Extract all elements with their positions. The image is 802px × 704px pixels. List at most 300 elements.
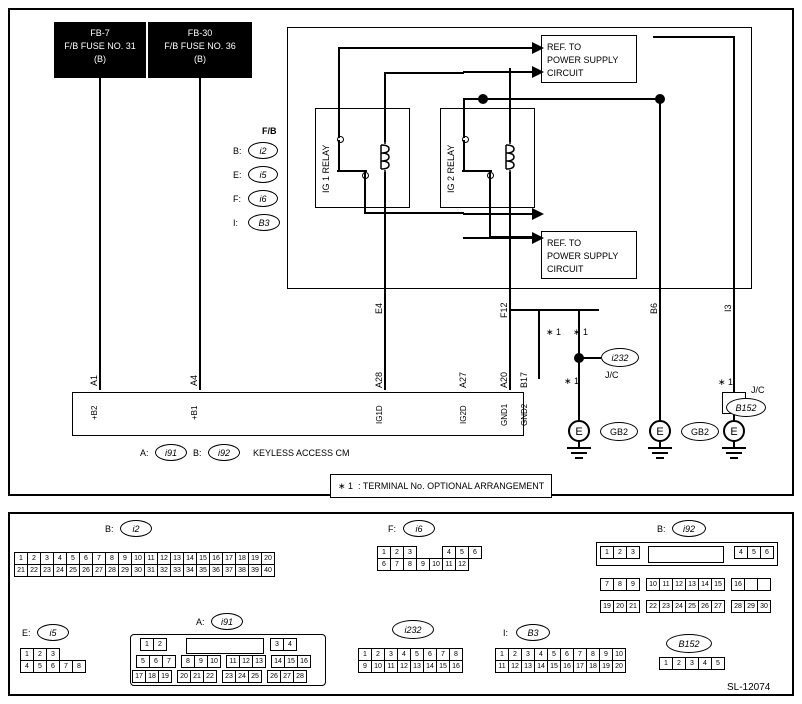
cell: 15 (437, 661, 450, 673)
fb-conn-2-prefix: F: (233, 194, 241, 204)
cm-sig-ig1d: IG1D (375, 405, 384, 424)
conn-i91-prefix: A: (196, 617, 205, 627)
cell: 11 (227, 656, 240, 668)
drawing-code: SL-12074 (727, 682, 771, 693)
cell: 28 (732, 601, 745, 613)
fb-conn-3-name: B3 (258, 217, 270, 228)
cell: 31 (145, 565, 158, 577)
conn-i5-name: i5 (49, 627, 57, 638)
wire-fb7-down (99, 78, 101, 390)
conn-b3-table (495, 648, 626, 673)
table-row (15, 565, 275, 577)
keyless-cm-box (72, 392, 524, 436)
cell: 21 (15, 565, 28, 577)
table-row (21, 661, 86, 673)
jc-i232-label: J/C (605, 370, 619, 380)
table-row (359, 649, 463, 661)
fb-conn-0-prefix: B: (233, 146, 242, 156)
cell: 13 (253, 656, 266, 668)
wire-jc-to-oval (579, 357, 601, 359)
cell: 24 (673, 601, 686, 613)
cm-conn-a (155, 444, 187, 461)
cell: 7 (60, 661, 73, 673)
cell: 11 (496, 661, 509, 673)
cell: 12 (240, 656, 253, 668)
cell: 10 (430, 559, 443, 571)
conn-i91-table-bottom (132, 670, 307, 683)
cell: 9 (600, 649, 613, 661)
conn-i5-prefix: E: (22, 628, 31, 638)
cell-gap (725, 601, 732, 613)
cell: 3 (522, 649, 535, 661)
cell: 20 (613, 661, 626, 673)
cm-conn-a-name: i91 (164, 447, 177, 458)
svg-text:E: E (656, 426, 664, 438)
cell: 27 (712, 601, 725, 613)
cell: 6 (150, 656, 163, 668)
fb7-line1: FB-7 (90, 28, 110, 38)
cell: 7 (163, 656, 176, 668)
cm-label-a: A: (140, 448, 149, 458)
wire-relay2-coil-bottom (509, 172, 511, 390)
cell: 23 (660, 601, 673, 613)
cell: 11 (443, 559, 456, 571)
cell: 8 (450, 649, 463, 661)
ref-top-l3: CIRCUIT (547, 68, 584, 78)
conn-b3-oval (516, 624, 550, 641)
wire-i3-down (733, 36, 735, 392)
cell (745, 579, 758, 591)
svg-text:E: E (575, 426, 583, 438)
table-row (378, 547, 482, 559)
cell: 10 (613, 649, 626, 661)
cell: 3 (686, 658, 699, 670)
cell: 10 (132, 553, 145, 565)
ground-3 (715, 415, 785, 468)
cell: 9 (119, 553, 132, 565)
cell: 20 (262, 553, 275, 565)
star-1a: ∗ 1 (546, 327, 562, 337)
cell: 30 (758, 601, 771, 613)
cell: 23 (41, 565, 54, 577)
cell: 7 (391, 559, 404, 571)
jc-b152-label: J/C (751, 385, 765, 395)
cell: 20 (178, 671, 191, 683)
cell: 40 (262, 565, 275, 577)
table-row (359, 661, 463, 673)
cell: 29 (119, 565, 132, 577)
cell: 22 (647, 601, 660, 613)
cell: 14 (424, 661, 437, 673)
cell: 5 (456, 547, 469, 559)
cell: 2 (372, 649, 385, 661)
cell: 18 (587, 661, 600, 673)
cell: 17 (133, 671, 146, 683)
cell: 16 (732, 579, 745, 591)
conn-i5-oval (37, 624, 69, 641)
cell: 3 (47, 649, 60, 661)
cell: 11 (145, 553, 158, 565)
cell: 13 (686, 579, 699, 591)
cell: 8 (106, 553, 119, 565)
conn-i91-oval (211, 613, 243, 630)
cell: 5 (67, 553, 80, 565)
conn-i91-name: i91 (220, 616, 233, 627)
table-row (496, 649, 626, 661)
cell: 2 (34, 649, 47, 661)
conn-i92-shell-inner (648, 546, 724, 563)
cell: 7 (93, 553, 106, 565)
cm-pin-a28: A28 (374, 371, 384, 388)
ref-top-l1: REF. TO (547, 42, 582, 52)
cell: 2 (614, 547, 627, 559)
cell: 5 (748, 547, 761, 559)
wire-relay1-coil-top-h (384, 72, 464, 74)
cell: 12 (398, 661, 411, 673)
cell: 1 (496, 649, 509, 661)
cell: 5 (137, 656, 150, 668)
cm-sig-b1: +B1 (190, 405, 199, 420)
cell: 15 (712, 579, 725, 591)
table-row (601, 601, 771, 613)
conn-i5-table (20, 648, 86, 673)
conn-i91-table-top-left (140, 638, 167, 651)
cell: 27 (281, 671, 294, 683)
cell: 2 (154, 639, 167, 651)
cell: 22 (204, 671, 217, 683)
cell: 2 (28, 553, 41, 565)
conn-i92-name: i92 (682, 523, 695, 534)
wire-i3-top-h (653, 36, 735, 38)
cell: 1 (21, 649, 34, 661)
cell: 9 (359, 661, 372, 673)
wire-relay1-coil-bottom (384, 172, 386, 390)
table-row (660, 658, 725, 670)
conn-b3-name: B3 (527, 627, 539, 638)
cell: 8 (182, 656, 195, 668)
wire-b6-down (659, 98, 661, 420)
cm-pin-b17: B17 (519, 371, 529, 388)
cell: 15 (548, 661, 561, 673)
star-1b: ∗ 1 (573, 327, 589, 337)
wire-relay2-contact-out (489, 172, 491, 238)
cell: 9 (417, 559, 430, 571)
wire-fb30-down (199, 78, 201, 390)
cell: 32 (158, 565, 171, 577)
cell: 8 (587, 649, 600, 661)
jc-i232-box (509, 309, 599, 311)
cell: 6 (469, 547, 482, 559)
cell: 19 (159, 671, 172, 683)
cell-gap (725, 579, 732, 591)
cell: 15 (197, 553, 210, 565)
fb-conn-1-name: i5 (259, 169, 267, 180)
cell: 15 (285, 656, 298, 668)
cell: 10 (208, 656, 221, 668)
label-e4: E4 (374, 302, 384, 314)
fb-module-label: F/B (262, 126, 277, 136)
table-row (601, 579, 771, 591)
conn-i92-prefix: B: (657, 524, 666, 534)
wire-jc-node-down (578, 357, 580, 417)
cell: 21 (191, 671, 204, 683)
cell: 12 (509, 661, 522, 673)
wire-relay2-top (463, 98, 465, 138)
cm-title: KEYLESS ACCESS CM (253, 448, 350, 458)
cell-blank (469, 559, 482, 571)
cell: 25 (67, 565, 80, 577)
cell: 23 (223, 671, 236, 683)
cell: 2 (509, 649, 522, 661)
cell: 3 (271, 639, 284, 651)
conn-i92-table-mid (600, 578, 771, 591)
cell: 2 (391, 547, 404, 559)
fb-conn-1 (248, 166, 278, 183)
cell: 27 (93, 565, 106, 577)
cell: 14 (184, 553, 197, 565)
table-row (378, 559, 482, 571)
cm-pin-a4: A4 (189, 374, 199, 386)
conn-i6-table (377, 546, 482, 571)
cell: 13 (411, 661, 424, 673)
conn-i232-table (358, 648, 463, 673)
fb-conn-3 (248, 214, 280, 231)
conn-i6-oval (403, 520, 435, 537)
fb-conn-0 (248, 142, 278, 159)
table-row (21, 649, 86, 661)
cell: 8 (73, 661, 86, 673)
cm-conn-b-name: i92 (217, 447, 230, 458)
fb-conn-0-name: i2 (259, 145, 267, 156)
table-row (141, 639, 167, 651)
conn-i2-prefix: B: (105, 524, 114, 534)
wire-relay1-coil-top (384, 72, 386, 142)
conn-i232-name: i232 (404, 624, 422, 635)
wire-relay2-top-h (463, 98, 663, 100)
fb7-line3: (B) (94, 54, 106, 64)
cell: 17 (574, 661, 587, 673)
label-f12: F12 (499, 302, 509, 318)
cell: 4 (535, 649, 548, 661)
star-1c: ∗ 1 (564, 376, 580, 386)
fb7-line2: F/B FUSE NO. 31 (64, 41, 136, 51)
cell: 9 (195, 656, 208, 668)
cell: 1 (141, 639, 154, 651)
conn-i92-table-top (600, 546, 640, 559)
cell: 6 (424, 649, 437, 661)
label-i3: I3 (723, 304, 733, 312)
cell-blank (417, 547, 430, 559)
ref-bottom-l1: REF. TO (547, 238, 582, 248)
conn-i92-oval (672, 520, 706, 537)
wire-relay2-coil-top (509, 68, 511, 142)
cm-pin-a1: A1 (89, 374, 99, 386)
cell-blank (60, 649, 73, 661)
relay-ig1-label: IG 1 RELAY (321, 144, 331, 193)
cm-pin-a20: A20 (499, 371, 509, 388)
cell: 11 (660, 579, 673, 591)
conn-b152-name: B152 (678, 638, 700, 649)
cell: 6 (47, 661, 60, 673)
cell: 3 (404, 547, 417, 559)
cell: 28 (294, 671, 307, 683)
cell: 4 (21, 661, 34, 673)
cell: 13 (171, 553, 184, 565)
cell: 8 (404, 559, 417, 571)
cell: 3 (41, 553, 54, 565)
conn-i92-table-top-right (734, 546, 774, 559)
cell: 14 (535, 661, 548, 673)
ground-1-tag-text: GB2 (609, 426, 628, 437)
cell: 7 (437, 649, 450, 661)
conn-i91-table-top-right (270, 638, 297, 651)
wire-relay1-contact-out-h (364, 212, 464, 214)
table-row (735, 547, 774, 559)
conn-b152-oval (666, 634, 712, 653)
cell: 33 (171, 565, 184, 577)
cell: 4 (398, 649, 411, 661)
cell: 26 (699, 601, 712, 613)
cell: 18 (236, 553, 249, 565)
conn-i91-shell-inner (186, 638, 264, 654)
table-row (15, 553, 275, 565)
conn-i2-table (14, 552, 275, 577)
cell: 19 (600, 661, 613, 673)
cm-sig-gnd1: GND1 (500, 403, 509, 426)
svg-text:E: E (730, 426, 738, 438)
wire-jc-left (538, 309, 540, 379)
cell: 3 (627, 547, 640, 559)
cell: 5 (712, 658, 725, 670)
cell: 37 (223, 565, 236, 577)
cell: 13 (522, 661, 535, 673)
cell: 26 (80, 565, 93, 577)
fb-conn-2-name: i6 (259, 193, 267, 204)
conn-b3-prefix: I: (503, 628, 509, 638)
table-row (133, 671, 307, 683)
ground-2-tag (681, 422, 719, 441)
cell: 6 (761, 547, 774, 559)
cell: 2 (673, 658, 686, 670)
cell: 12 (456, 559, 469, 571)
cell: 4 (54, 553, 67, 565)
table-row (271, 639, 297, 651)
note-text: ∗ 1 : TERMINAL No. OPTIONAL ARRANGEMENT (338, 481, 545, 491)
cell: 29 (745, 601, 758, 613)
conn-b152-table (659, 657, 725, 670)
cell: 25 (249, 671, 262, 683)
cell: 5 (34, 661, 47, 673)
ref-bottom-l2: POWER SUPPLY (547, 251, 619, 261)
cell: 1 (601, 547, 614, 559)
cm-sig-b2: +B2 (90, 405, 99, 420)
cell: 4 (443, 547, 456, 559)
cell: 19 (601, 601, 614, 613)
table-row (137, 656, 311, 668)
fb30-line2: F/B FUSE NO. 36 (164, 41, 236, 51)
cell: 35 (197, 565, 210, 577)
jc-i232-oval (601, 348, 639, 367)
junction-dot-relay2-top (478, 94, 488, 104)
label-b6: B6 (649, 302, 659, 314)
cell: 4 (735, 547, 748, 559)
cell: 12 (158, 553, 171, 565)
relay-ig2-label: IG 2 RELAY (446, 144, 456, 193)
cell: 11 (385, 661, 398, 673)
cell: 1 (660, 658, 673, 670)
cell: 24 (54, 565, 67, 577)
ground-1-tag (600, 422, 638, 441)
cell: 4 (699, 658, 712, 670)
cell: 26 (268, 671, 281, 683)
cell (758, 579, 771, 591)
cell: 30 (132, 565, 145, 577)
conn-i6-name: i6 (415, 523, 423, 534)
cell: 1 (359, 649, 372, 661)
cell: 16 (450, 661, 463, 673)
cell: 1 (15, 553, 28, 565)
conn-i92-table-bottom (600, 600, 771, 613)
table-row (601, 547, 640, 559)
cell: 8 (614, 579, 627, 591)
cell: 20 (614, 601, 627, 613)
fb-conn-1-prefix: E: (233, 170, 242, 180)
cell: 17 (223, 553, 236, 565)
ground-2-tag-text: GB2 (690, 426, 709, 437)
wire-relay1-top (338, 48, 340, 138)
fb30-line3: (B) (194, 54, 206, 64)
cm-sig-ig2d: IG2D (459, 405, 468, 424)
wire-relay1-contact-out (364, 172, 366, 214)
wire-relay2-contact-out-h (489, 236, 539, 238)
fb-conn-2 (248, 190, 278, 207)
conn-i2-name: i2 (132, 523, 140, 534)
cell: 10 (647, 579, 660, 591)
cell: 28 (106, 565, 119, 577)
cm-sig-gnd2: GND2 (520, 403, 529, 426)
conn-i232-oval (392, 620, 434, 639)
cell: 39 (249, 565, 262, 577)
cm-conn-b (208, 444, 240, 461)
cell: 36 (210, 565, 223, 577)
cell: 6 (80, 553, 93, 565)
cell: 16 (210, 553, 223, 565)
ref-bottom-l3: CIRCUIT (547, 264, 584, 274)
cell: 7 (601, 579, 614, 591)
cell: 21 (627, 601, 640, 613)
conn-i6-prefix: F: (388, 524, 396, 534)
cell: 9 (627, 579, 640, 591)
cell: 25 (686, 601, 699, 613)
cell: 16 (298, 656, 311, 668)
cell: 1 (378, 547, 391, 559)
ref-top-l2: POWER SUPPLY (547, 55, 619, 65)
table-row (496, 661, 626, 673)
star-1d: ∗ 1 (718, 377, 734, 387)
cell-blank (430, 547, 443, 559)
fb30-line1: FB-30 (187, 28, 213, 38)
cell: 4 (284, 639, 297, 651)
cell: 6 (561, 649, 574, 661)
cell: 10 (372, 661, 385, 673)
cell: 14 (699, 579, 712, 591)
cell: 7 (574, 649, 587, 661)
jc-b152-name: B152 (735, 402, 757, 413)
cm-label-b: B: (193, 448, 202, 458)
cm-pin-a27: A27 (458, 371, 468, 388)
conn-i91-table-mid (136, 655, 311, 668)
cell-gap (640, 579, 647, 591)
